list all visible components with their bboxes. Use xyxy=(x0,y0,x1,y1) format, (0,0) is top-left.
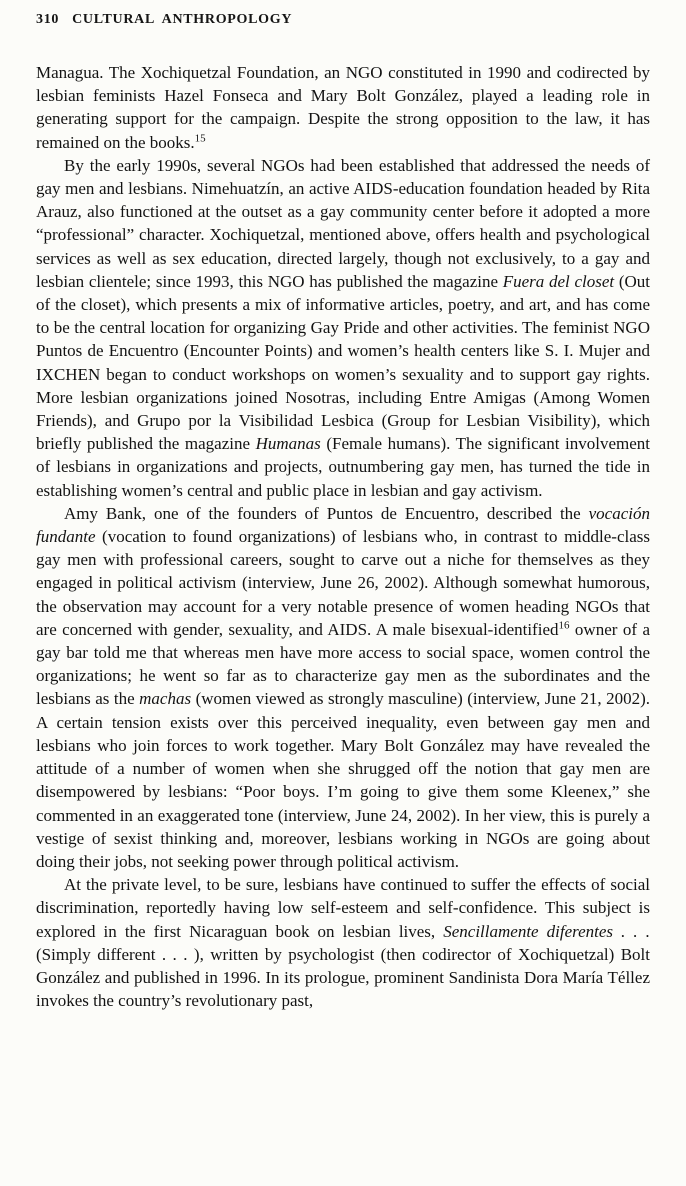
italic-text-run: Humanas xyxy=(255,434,321,454)
italic-text-run: Sencillamente diferentes . . . xyxy=(443,921,650,941)
footnote-ref: 15 xyxy=(194,131,206,144)
journal-title: CULTURAL ANTHROPOLOGY xyxy=(72,12,293,27)
footnote-ref: 16 xyxy=(558,619,570,632)
text-run: (Female humans). The significant involvement of lesbians in organizations and projects, outnumbering gay men, has turned the tide in establishing women’s central and public place in lesbian and gay activism. xyxy=(36,434,650,500)
text-run: By the early 1990s, several NGOs had been established that addressed the needs of gay men and lesbians. Nimehuatzín, an active AIDS-education foundation headed by Rita Arauz, also functioned at the outset as a gay community center before it adopted a more “professional” character. Xochiquetzal, mentioned above, offers health and psychological services as well as sex education, directed largely, though not exclusively, to a gay and lesbian clientele; since 1993, this NGO has published the magazine xyxy=(36,155,650,291)
running-head xyxy=(36,12,650,28)
page-body xyxy=(36,61,650,1012)
text-run: (vocation to found organizations) of lesbians who, in contrast to middle-class gay men with professional careers, sought to carve out a niche for themselves as they engaged in political activism (interview, June 26, 2002). Although somewhat humorous, the observation may account for a very notable presence of women heading NGOs that are concerned with gender, sexuality, and AIDS. A male bisexual-identified xyxy=(36,527,650,639)
paragraph xyxy=(36,873,650,1012)
text-run: (Simply different . . . ), written by psychologist (then codirector of Xochiquetzal) Bolt González and published in 1996. In its prologue, prominent Sandinista Dora María Téllez invokes the country’s revolutionary past, xyxy=(36,944,650,1011)
text-run: Managua. The Xochiquetzal Foundation, an NGO constituted in 1990 and codirected by lesbian feminists Hazel Fonseca and Mary Bolt González, played a leading role in generating support for the campaign. Despite the strong opposition to the law, it has remained on the books. xyxy=(36,63,650,152)
italic-text-run: machas xyxy=(139,689,192,709)
text-run: (women viewed as strongly masculine) (interview, June 21, 2002). A certain tension exists over this perceived inequality, even between gay men and lesbians who join forces to work together. Mary Bolt González may have revealed the attitude of a number of women when she shrugged off the notion that gay men are disempowered by lesbians: “Poor boys. I’m going to give them some Kleenex,” she commented in an exaggerated tone (interview, June 24, 2002). In her view, this is purely a vestige of sexist thinking and, moreover, lesbians working in NGOs are going about doing their jobs, not seeking power through political activism. xyxy=(36,689,650,871)
paragraph xyxy=(36,61,650,154)
text-run: owner of a gay bar told me that whereas men have more access to social space, women control the organizations; he went so far as to characterize gay men as the subordinates and the lesbians as the xyxy=(36,619,650,709)
italic-text-run: vocación fundante xyxy=(36,503,650,547)
text-run: At the private level, to be sure, lesbians have continued to suffer the effects of social discrimination, reportedly having low self-esteem and self-confidence. This subject is explored in the first Nicaraguan book on lesbian lives, xyxy=(36,875,650,941)
paragraph xyxy=(36,154,650,502)
page-number: 310 xyxy=(36,12,60,27)
italic-text-run: Fuera del closet xyxy=(502,271,615,291)
paragraph xyxy=(36,502,650,873)
text-run: (Out of the closet), which presents a mix of informative articles, poetry, and art, and has come to be the central location for organizing Gay Pride and other activities. The feminist NGO Puntos de Encuentro (Encounter Points) and women’s health centers like S. I. Mujer and IXCHEN began to conduct workshops on women’s sexuality and to support gay rights. More lesbian organizations joined Nosotras, including Entre Amigas (Among Women Friends), and Grupo por la Visibilidad Lesbica (Group for Lesbian Visibility), which briefly published the magazine xyxy=(36,271,651,454)
text-run: Amy Bank, one of the founders of Puntos de Encuentro, described the xyxy=(64,503,589,523)
